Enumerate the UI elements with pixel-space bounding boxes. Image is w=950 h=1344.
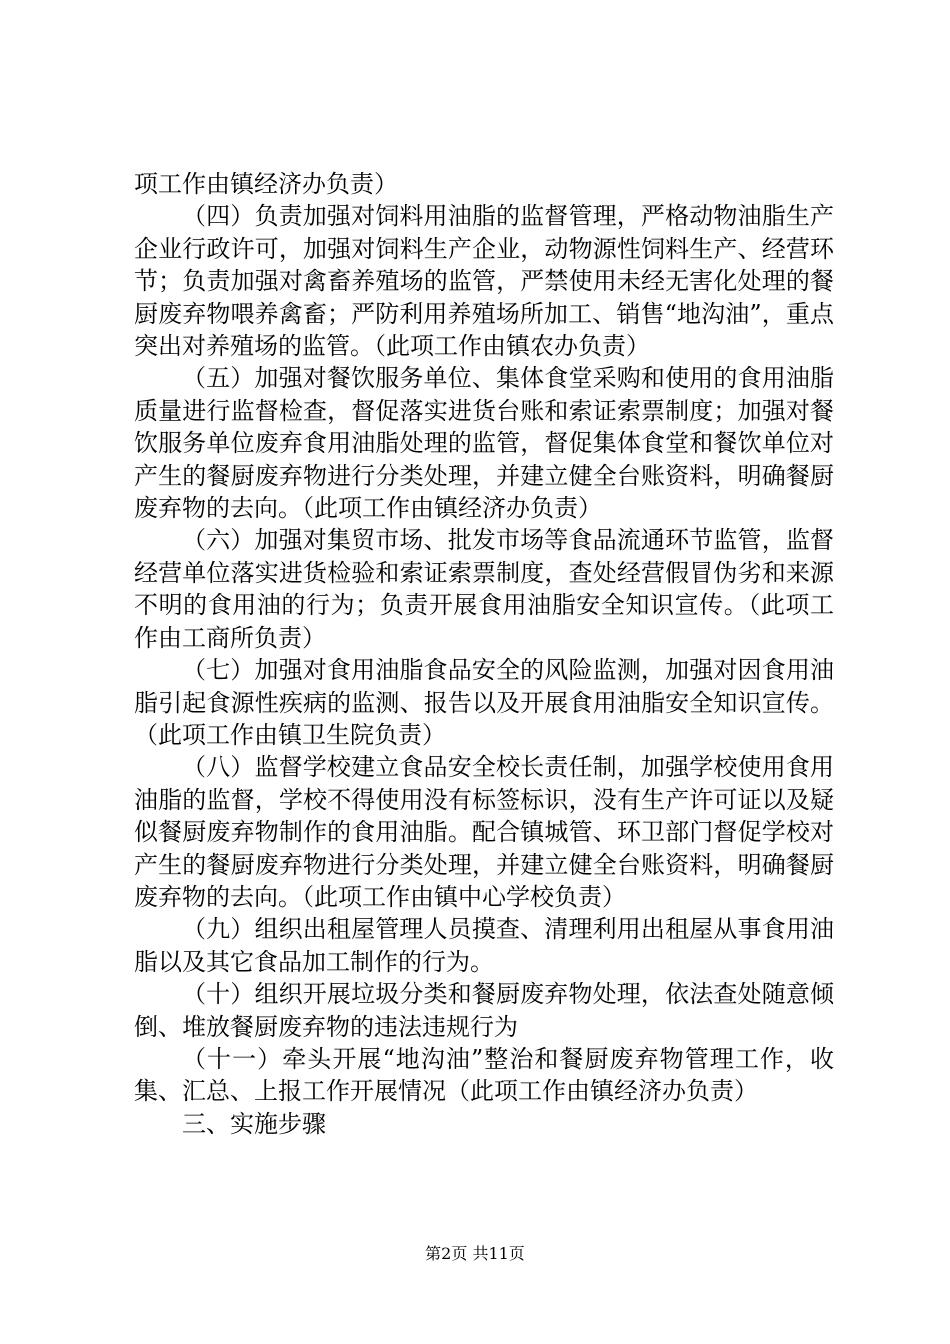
paragraph-item-6: （六）加强对集贸市场、批发市场等食品流通环节监管，监督经营单位落实进货检验和索证索票制度，查处经营假冒伪劣和来源不明的食用油的行为；负责开展食用油脂安全知识宣传。（此项工作由工商所负责） — [134, 526, 834, 652]
section-heading: 三、实施步骤 — [182, 1109, 326, 1138]
paragraph-item-7: （七）加强对食用油脂食品安全的风险监测，加强对因食用油脂引起食源性疾病的监测、报告以及开展食用油脂安全知识宣传。（此项工作由镇卫生院负责） — [134, 656, 834, 749]
paragraph-continuation: 项工作由镇经济办负责） — [134, 170, 398, 198]
page-number-footer: 第2页 共11页 — [425, 1244, 525, 1263]
paragraph-item-9: （九）组织出租屋管理人员摸查、清理利用出租屋从事食用油脂以及其它食品加工制作的行为。 — [134, 915, 834, 976]
paragraph-item-10: （十）组织开展垃圾分类和餐厨废弃物处理，依法查处随意倾倒、堆放餐厨废弃物的违法违规行为 — [134, 980, 834, 1041]
paragraph-item-4: （四）负责加强对饲料用油脂的监督管理，严格动物油脂生产企业行政许可，加强对饲料生产企业，动物源性饲料生产、经营环节；负责加强对禽畜养殖场的监管，严禁使用未经无害化处理的餐厨废弃物喂养禽畜；严防利用养殖场所加工、销售“地沟油”，重点突出对养殖场的监管。（此项工作由镇农办负责） — [134, 202, 834, 361]
paragraph-item-8: （八）监督学校建立食品安全校长责任制，加强学校使用食用油脂的监督，学校不得使用没有标签标识，没有生产许可证以及疑似餐厨废弃物制作的食用油脂。配合镇城管、环卫部门督促学校对产生的餐厨废弃物进行分类处理，并建立健全台账资料，明确餐厨废弃物的去向。（此项工作由镇中心学校负责） — [134, 753, 834, 911]
body-text — [134, 168, 834, 1140]
paragraph-item-11: （十一）牵头开展“地沟油”整治和餐厨废弃物管理工作，收集、汇总、上报工作开展情况（此项工作由镇经济办负责） — [134, 1044, 834, 1106]
paragraph-item-5: （五）加强对餐饮服务单位、集体食堂采购和使用的食用油脂质量进行监督检查，督促落实进货台账和索证索票制度；加强对餐饮服务单位废弃食用油脂处理的监管，督促集体食堂和餐饮单位对产生的餐厨废弃物进行分类处理，并建立健全台账资料，明确餐厨废弃物的去向。（此项工作由镇经济办负责） — [134, 364, 834, 523]
